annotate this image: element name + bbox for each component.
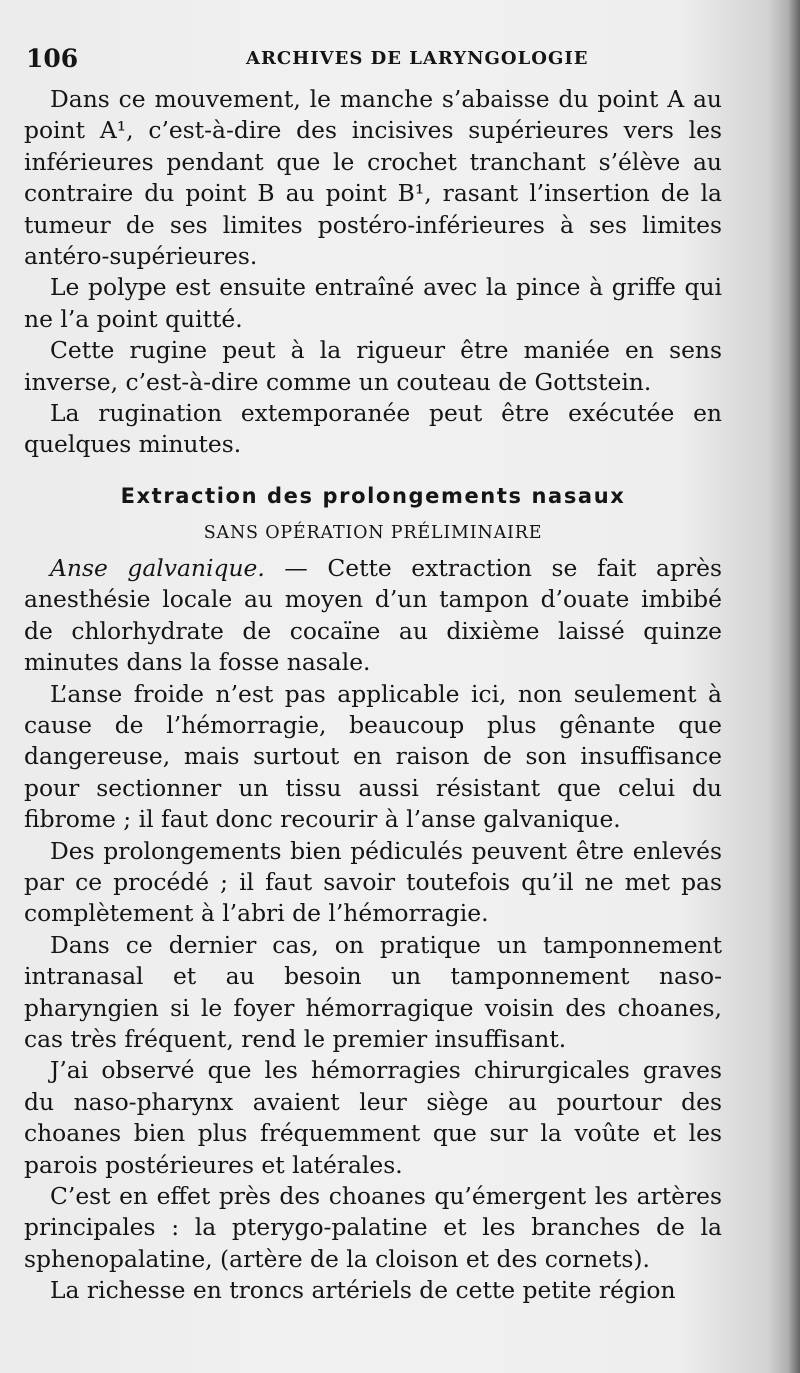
- paragraph: Des prolongements bien pédiculés peuvent être enlevés par ce procédé ; il faut savoir toutefois qu’il ne met pas complètement à l’abri de l’hémorragie.: [24, 836, 722, 928]
- running-head: [26, 44, 760, 78]
- paragraph: Dans ce dernier cas, on pratique un tamponnement intranasal et au besoin un tamponnement naso-pharyngien si le foyer hémorragique voisin des choanes, cas très fréquent, rend le premier insuffisant.: [24, 930, 722, 1053]
- lead-term: Anse galvanique.: [50, 553, 265, 582]
- paragraph: Cette rugine peut à la rigueur être maniée en sens inverse, c’est-à-dire comme un couteau de Gottstein.: [24, 336, 722, 396]
- page-number: 106: [26, 44, 79, 73]
- paragraph: La rugination extemporanée peut être exécutée en quelques minutes.: [24, 399, 722, 459]
- section-subtitle: SANS OPÉRATION PRÉLIMINAIRE: [203, 522, 543, 543]
- paragraph: La richesse en troncs artériels de cette petite région: [50, 1276, 676, 1305]
- paragraph: Dans ce mouvement, le manche s’abaisse du point A au point A¹, c’est-à-dire des incisives supérieures vers les inférieures pendant que le crochet tranchant s’élève au contraire du point B au point B¹, rasant l’insertion de la tumeur de ses limites postéro-inférieures à ses limites antéro-supérieures.: [24, 85, 722, 271]
- page-edge-shadow: [788, 0, 800, 1373]
- paragraph: Le polype est ensuite entraîné avec la pince à griffe qui ne l’a point quitté.: [24, 273, 722, 333]
- paragraph: C’est en effet près des choanes qu’émergent les artères principales : la pterygo-palatine et les branches de la sphenopalatine, (artère de la cloison et des cornets).: [24, 1182, 722, 1273]
- section-title: Extraction des prolongements nasaux: [120, 483, 626, 508]
- paragraph: L’anse froide n’est pas applicable ici, non seulement à cause de l’hémorragie, beaucoup plus gênante que dangereuse, mais surtout en raison de son insuffisance pour sectionner un tissu aussi résistant que celui du fibrome ; il faut donc recourir à l’anse galvanique.: [24, 679, 722, 834]
- paragraph: [24, 553, 722, 679]
- paragraph: J’ai observé que les hémorragies chirurgicales graves du naso-pharynx avaient leur siège au pourtour des choanes bien plus fréquemment que sur la voûte et les parois postérieures et latérales.: [24, 1056, 722, 1179]
- journal-title: ARCHIVES DE LARYNGOLOGIE: [246, 48, 589, 69]
- lead-text: — Cette extraction se fait après anesthésie locale au moyen d’un tampon d’ouate imbibé de chlorhydrate de cocaïne au dixième laissé quinze minutes dans la fosse nasale.: [24, 553, 722, 677]
- body-text: [24, 84, 722, 1307]
